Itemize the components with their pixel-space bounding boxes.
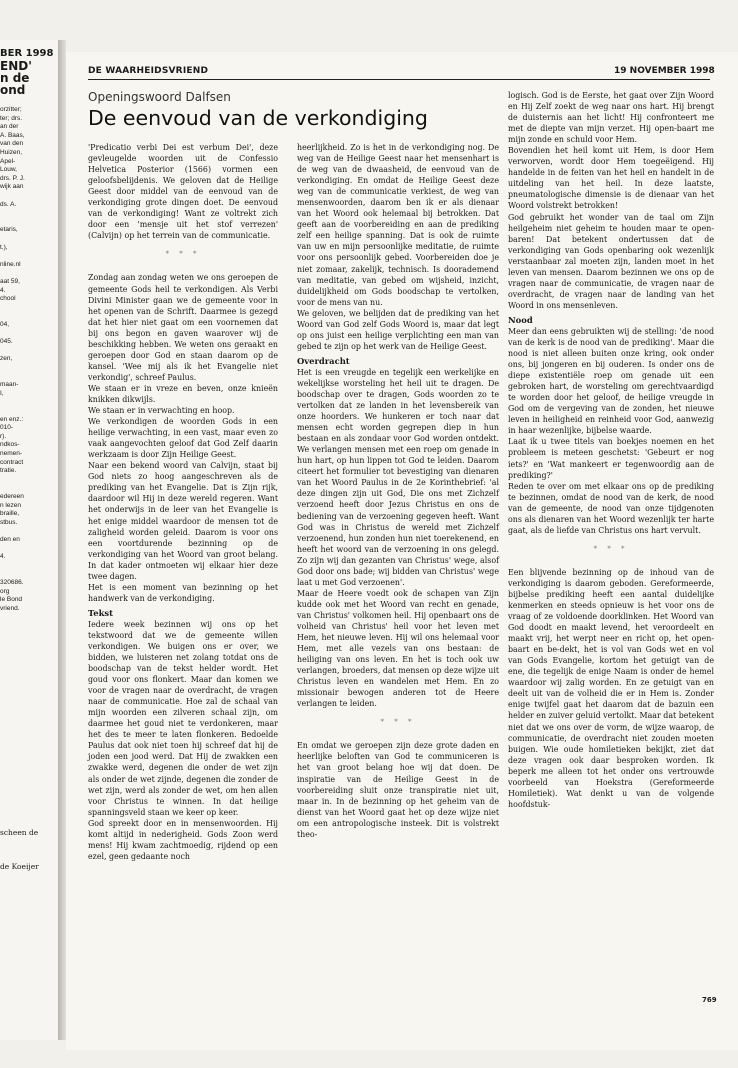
prev-sidebar-line: 320686.: [0, 579, 24, 586]
prev-sidebar-line: drs. P. J.: [0, 174, 25, 182]
prev-sidebar-line: Louw,: [0, 166, 17, 174]
prev-sidebar-line: 4.: [0, 286, 6, 294]
prev-sidebar-line: wijk aan: [0, 183, 24, 191]
prev-sidebar-line: I,: [0, 389, 4, 397]
paragraph: Laat ik u twee titels van boekjes noemen en het probleem is meteen geschetst: 'Gebeurt er nog iets?' en 'Wat mankeert er tegenwoordig aan de prediking?': [508, 437, 714, 480]
prev-column-end-line: scheen de: [0, 828, 39, 837]
prev-sidebar-line: maan-: [0, 381, 19, 389]
article-kicker: Openingswoord Dalfsen: [88, 90, 231, 104]
prev-sidebar-line: stbus.: [0, 518, 18, 526]
prev-sidebar-line: chool: [0, 295, 16, 303]
section-heading: Overdracht: [297, 355, 350, 366]
prev-sidebar-line: vriend.: [0, 604, 20, 612]
prev-sidebar-line: r).: [0, 432, 7, 440]
previous-page-strip: [0, 40, 59, 1040]
prev-sidebar-line: ds. A.: [0, 200, 17, 208]
prev-sidebar-line: den en: [0, 536, 20, 543]
prev-sidebar-line: A. Baas,: [0, 131, 25, 139]
prev-sidebar-line: 010-: [0, 424, 14, 432]
prev-sidebar-line: Huizen,: [0, 149, 23, 156]
section-heading: Tekst: [88, 607, 113, 618]
paragraph: 'Predicatio verbi Dei est verbum Dei', deze gevleugelde woorden uit de Confessio Helvetica Posterior (1566) vormen een geloofsbelijdenis. We geloven dat de Heilige Geest door middel van de eenvoud van de verkondiging grote dingen doet. De eenvoud van de verkondiging! Want ze voltrekt zich door een 'mensje uit het stof verrezen' (Calvijn) op het terrein van de communicatie.: [88, 143, 278, 241]
paragraph: Maar de Heere voedt ook de schapen van Zijn kudde ook met het Woord van recht en genade, van Christus' volkomen heil. Hij openbaart ons de volheid van Christus' heil voor het leven met Hem, het nieuwe leven. Hij wil ons helemaal voor Hem, met alle vezels van ons bestaan: de heiliging van ons leven. En het is toch ook uw verlangen, broeders, dat mensen op deze wijze uit Christus leven en wandelen met Hem. En zo missionair bewogen anderen tot de Heere verlangen te leiden.: [297, 588, 500, 709]
header-rule: [88, 79, 710, 80]
prev-sidebar-line: orzitter;: [0, 106, 22, 113]
prev-sidebar-line: ndkos-: [0, 441, 20, 449]
issue-date: 19 NOVEMBER 1998: [614, 66, 715, 76]
prev-page-header: BER 1998: [0, 48, 54, 59]
publication-name: DE WAARHEIDSVRIEND: [88, 66, 209, 76]
paragraph: Het is een moment van bezinning op het handwerk van de verkondiging.: [88, 582, 278, 603]
prev-sidebar-line: Apel-: [0, 157, 16, 165]
prev-title-line: END': [0, 59, 32, 73]
prev-sidebar-line: 4.: [0, 553, 6, 561]
prev-sidebar-line: van den: [0, 140, 24, 148]
paragraph: We verkondigen de woorden Gods in een heilige verwachting, in een vast, maar even zo vaak aangevochten geloof dat God Zelf daarin werkzaam is door Zijn Heilige Geest.: [88, 417, 278, 460]
paragraph: Zondag aan zondag weten we ons geroepen de gemeente Gods heil te verkondigen. Als Verbi Divini Minister gaan we de gemeente voor in het openen van de Schrift. Daarmee is gezegd dat het hier niet gaat om een voornemen dat bij ons begon en gaven waarover wij de beschikking hebben. We weten ons geraakt en geroepen door God en staan daarom op de kansel. 'Wee mij als ik het Evangelie niet verkondig', schreef Paulus.: [88, 273, 278, 382]
paragraph: Reden te over om met elkaar ons op de prediking te bezinnen, omdat de nood van de kerk, de nood van de gemeente, de nood van onze tijdgenoten ons als dienaren van het Woord wezenlijk ter harte gaat, als de liefde van Christus ons hart vervult.: [508, 481, 714, 535]
paragraph: Meer dan eens gebruikten wij de stelling: 'de nood van de kerk is de nood van de prediking'. Maar die nood is niet alleen buiten onze kring, ook onder ons, bij jongeren en bij ouderen. Is onder ons de diepe existentiële roep om genade uit een gebroken hart, de worsteling om gerechtvaardigd te worden door het geloof, de heilige vreugde in God om de vergeving van de zonden, het nieuwe leven in heiligheid en reinheid voor God, aanwezig in haar wezenlijke, bijbelse waarde.: [508, 326, 714, 436]
paragraph: God spreekt door en in mensenwoorden. Hij komt altijd in nederigheid. Gods Zoon werd mens! Hij kwam zachtmoedig, rijdend op een ezel, geen gedaante noch: [88, 818, 278, 861]
paragraph: Het is een vreugde en tegelijk een werkelijke en wekelijkse worsteling het heil uit te dragen. De boodschap over te dragen, Gods woorden zo te vertolken dat ze landen in het levensbereik van onze hoorders. We hunkeren er toch naar dat mensen echt worden gegrepen diep in hun bestaan en als zondaar voor God worden ontdekt. We verlangen mensen met een roep om genade in hun hart, op hun lippen tot God te leiden. Daarom citeert het formulier tot bevestiging van dienaren van het Woord Paulus in de 2e Korinthebrief: 'al deze dingen zijn uit God, Die ons met Zichzelf verzoend heeft door Jezus Christus en ons de bediening van de verzoening gegeven heeft. Want God was in Christus de wereld met Zichzelf verzoenend, hun zonden hun niet toerekenend, en heeft het woord van de verzoening in ons gelegd. Zo zijn wij dan gezanten van Christus' wege, alsof God door ons bade; wij bidden van Christus' wege laat u met God verzoenen'.: [297, 367, 499, 587]
prev-sidebar-line: n lezen: [0, 501, 21, 509]
prev-sidebar-line: tratie.: [0, 467, 17, 475]
paragraph: logisch. God is de Eerste, het gaat over Zijn Woord en Hij Zelf zoekt de weg naar ons hart. Hij brengt de duisternis aan het licht! Hij confronteert me met de diepte van mijn verzet. Hij open-baart me mijn zonde en schuld voor Hem.: [508, 91, 714, 145]
prev-title-line: n de: [0, 71, 30, 85]
paragraph: God gebruikt het wonder van de taal om Zijn heilgeheim niet geheim te houden maar te open-baren! Dat betekent ondertussen dat de verkondiging van Gods openbaring ook wezenlijk verstaanbaar zal moeten zijn, landen moet in het leven van mensen. Daarom bezinnen we ons op de vragen naar de communicatie, de vragen naar de overdracht, de vragen naar de landing van het Woord in ons mensenleven.: [508, 212, 714, 310]
prev-title-line: ond: [0, 83, 26, 97]
article-column-3: [508, 90, 714, 810]
prev-sidebar-line: braille,: [0, 510, 20, 518]
section-heading: Nood: [508, 314, 533, 325]
prev-sidebar-line: en enz.:: [0, 415, 24, 423]
prev-sidebar-line: zen,: [0, 355, 13, 363]
prev-sidebar-line: etaris,: [0, 226, 18, 234]
prev-sidebar-line: le Bond: [0, 596, 23, 604]
paragraph: Iedere week bezinnen wij ons op het tekstwoord dat we de gemeente willen verkondigen. We buigen ons er over, we bidden, we luisteren net zolang totdat ons de boodschap van de tekst helder wordt. Het goud voor ons flonkert. Maar dan komen we voor de vragen naar de overdracht, de vragen naar de communicatie. Hoe zal de schaal van mijn woorden een zilveren schaal zijn, om daarmee het goud niet te verdonkeren, maar het des te meer te laten flonkeren. Bedoelde Paulus dat ook niet toen hij schreef dat hij de joden een jood werd. Dat Hij de zwakken een zwakke werd, degenen die onder de wet zijn als onder de wet zijnde, degenen die zonder de wet zijn, werd als zonder de wet, om hen allen voor Christus te winnen. In dat heilige spanningsveld staan we keer op keer.: [88, 619, 278, 817]
article-column-2: [297, 142, 499, 840]
prev-sidebar-line: contract: [0, 458, 24, 466]
prev-sidebar-line: nline.nl: [0, 260, 21, 268]
prev-sidebar-line: 04,: [0, 321, 10, 328]
paragraph: En omdat we geroepen zijn deze grote daden en heerlijke beloften van God te communiceren is het van groot belang hoe wij dat doen. De inspiratie van de Heilige Geest in de voorbereiding sluit onze transpiratie niet uit, maar in. In de bezinning op het geheim van de dienst van het Woord gaat het op deze wijze niet om een antropologische insteek. Dit is volstrekt theo-: [297, 741, 499, 839]
paragraph: We geloven, we belijden dat de prediking van het Woord van God zelf Gods Woord is, maar dat legt op ons juist een heilige verplichting een man van gebed te zijn op het werk van de Heilige Geest.: [297, 308, 499, 351]
section-divider: * * *: [593, 544, 629, 553]
prev-sidebar-line: org: [0, 587, 10, 595]
section-divider: * * *: [380, 718, 416, 727]
paragraph: We staan er in verwachting en hoop.: [88, 406, 235, 416]
paragraph: Naar een bekend woord van Calvijn, staat bij God niets zo hoog aangeschreven als de prediking van het Evangelie. Dat is Zijn rijk, daardoor wil Hij in deze wereld regeren. Want het onderwijs in de leer van het Evangelie is het enige middel waardoor de mensen tot de zaligheid worden geleid. Daarom is voor ons een voortdurende bezinning op de verkondiging van het Woord van groot belang. In dat kader ontmoeten wij elkaar hier deze twee dagen.: [88, 461, 278, 581]
prev-sidebar-line: aat 59,: [0, 278, 20, 285]
page-spine: [58, 40, 66, 1040]
prev-sidebar-line: 045.: [0, 338, 13, 346]
prev-sidebar-line: t.),: [0, 243, 8, 251]
paragraph: We staan er in vreze en beven, onze knieën knikken dikwijls.: [88, 383, 278, 404]
paragraph: Bovendien het heil komt uit Hem, is door Hem verworven, wordt door Hem toegeëigend. Hij handelde in de feiten van het heil en handelt in de uitdeling van het heil. In deze laatste, pneumatologische dimensie is de dienaar van het Woord volstrekt betrokken!: [508, 146, 714, 211]
paragraph: Een blijvende bezinning op de inhoud van de verkondiging is daarom geboden. Gereformeerde, bijbelse prediking heeft een aantal duidelijke kenmerken en steeds opnieuw is het voor ons de vraag of ze voldoende doorklinken. Het Woord van God doodt en maakt levend, het veroordeelt en maakt vrij, het werpt neer en richt op, het open-baart en be-dekt, het is vol van Gods wet en vol van Gods Evangelie, kortom het getuigt van de ene, die tegelijk de enige Naam is onder de hemel waardoor wij zalig worden. En ze getuigt van en deelt uit van de volheid die er in Hem is. Zonder enige twijfel gaat het daarom dat de bazuin een helder en zuiver geluid vertolkt. Maar dat betekent niet dat we ons over de vorm, de wijze waarop, de communicatie, de overdracht niet zouden moeten buigen. Wie oude homiletieken bekijkt, ziet dat deze vragen ook daar besproken worden. Ik beperk me alleen tot het onder ons vertrouwde voorbeeld van Hoekstra (Gereformeerde Homiletiek). Wat denkt u van de volgende hoofdstuk-: [508, 567, 714, 809]
prev-column-end-line: de Koeijer: [0, 862, 39, 871]
prev-sidebar-line: nemen-: [0, 450, 23, 457]
article-column-1: [88, 142, 278, 862]
section-divider: * * *: [165, 250, 201, 259]
paragraph: heerlijkheid. Zo is het in de verkondiging nog. De weg van de Heilige Geest naar het mensenhart is de weg van de dwaasheid, de eenvoud van de verkondiging. En omdat de Heilige Geest deze weg van de communicatie verkiest, de weg van mensenwoorden, daarom ben ik er als dienaar van het Woord ook helemaal bij betrokken. Dat geeft aan de voorbereiding en aan de prediking zelf een heilige spanning. Dat is ook de ruimte van uw en mijn persoonlijke meditatie, de ruimte voor ons persoonlijk gebed. Voorbereiden doe je niet zomaar, zakelijk, technisch. Is doorademend van meditatie, van gebed om wijsheid, inzicht, duidelijkheid om Gods boodschap te vertolken, voor de mens van nu.: [297, 143, 499, 307]
prev-sidebar-line: edereen: [0, 493, 24, 500]
prev-sidebar-line: ter; drs.: [0, 114, 23, 122]
magazine-page: [66, 52, 738, 1050]
prev-sidebar-line: an der: [0, 123, 19, 131]
article-title: De eenvoud van de verkondiging: [88, 106, 428, 130]
page-number: 769: [702, 996, 717, 1004]
